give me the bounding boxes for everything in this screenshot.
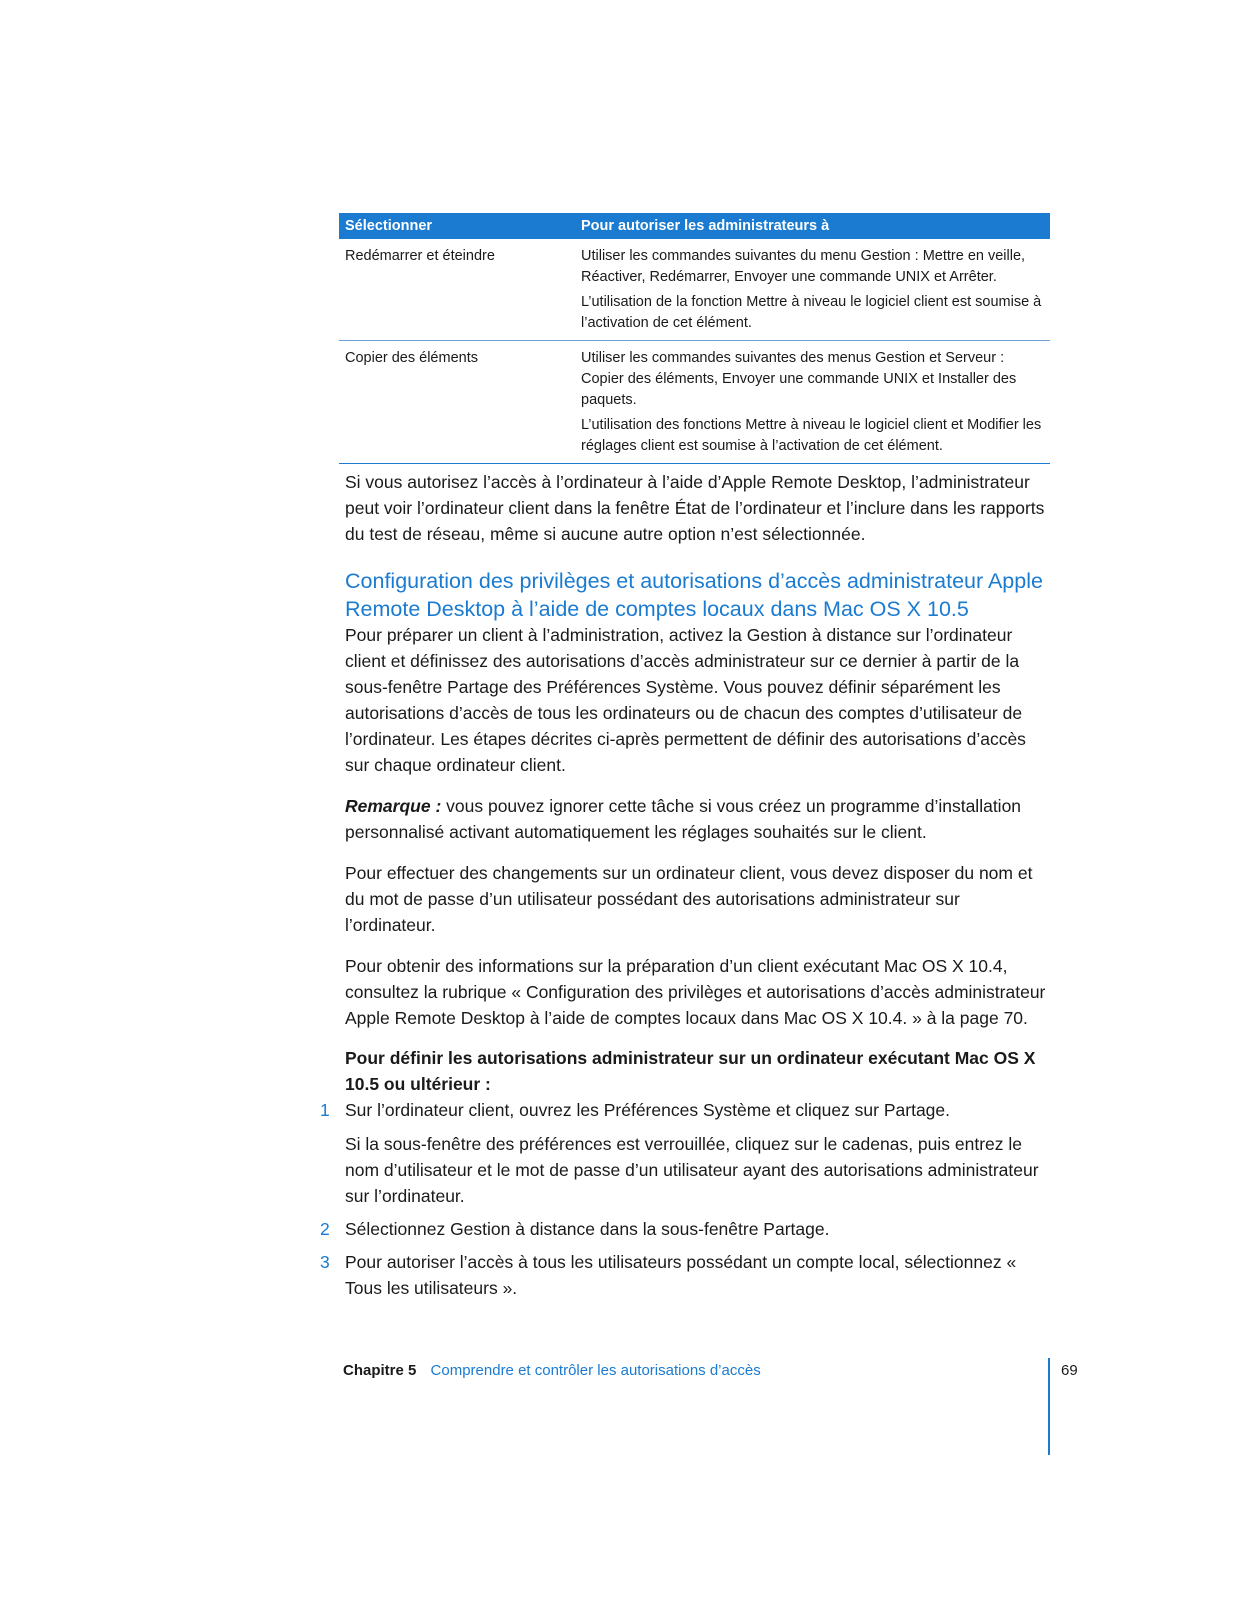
note-block <box>345 793 1050 845</box>
table-header-select: Sélectionner <box>339 213 575 239</box>
intro-paragraph: Si vous autorisez l’accès à l’ordinateur à l’aide d’Apple Remote Desktop, l’administrateur peut voir l’ordinateur client dans la fenêtre État de l’ordinateur et l’inclure dans les rapports du test de réseau, même si aucune autre option n’est sélectionnée. <box>345 472 1045 544</box>
footer-divider <box>1048 1358 1050 1455</box>
paragraph-1: Pour préparer un client à l’administration, activez la Gestion à distance sur l’ordinateur client et définissez des autorisations d’accès administrateur sur ce dernier à partir de la sous-fenêtre Partage des Préférences Système. Vous pouvez définir séparément les autorisations d’accès de tous les ordinateurs ou de chacun des comptes d’utilisateur de l’ordinateur. Les étapes décrites ci-après permettent de définir des autorisations d’accès sur chaque ordinateur client. <box>345 625 1026 775</box>
step-text: Pour autoriser l’accès à tous les utilisateurs possédant un compte local, sélectionnez « Tous les utilisateurs ». <box>345 1252 1017 1298</box>
cell-line: L’utilisation de la fonction Mettre à niveau le logiciel client est soumise à l’activation de cet élément. <box>581 294 1042 331</box>
table-row <box>339 239 1050 341</box>
page-number: 69 <box>1061 1362 1078 1379</box>
note-label: Remarque : <box>345 796 442 816</box>
permissions-table <box>339 213 1050 464</box>
section-heading: Configuration des privilèges et autorisations d’accès administrateur Apple Remote Desktop à l’aide de comptes locaux dans Mac OS X 10.5 <box>345 569 1043 621</box>
paragraph-2: Pour effectuer des changements sur un ordinateur client, vous devez disposer du nom et du mot de passe d’un utilisateur possédant des autorisations administrateur sur l’ordinateur. <box>345 863 1033 935</box>
paragraph-3-block <box>345 953 1050 1031</box>
table-cell-option: Copier des éléments <box>339 341 575 464</box>
cell-line: Utiliser les commandes suivantes des menus Gestion et Serveur : Copier des éléments, Envoyer une commande UNIX et Installer des paquets. <box>581 350 1017 408</box>
step-text: Sélectionnez Gestion à distance dans la sous-fenêtre Partage. <box>345 1219 830 1239</box>
table-cell-description <box>575 239 1050 341</box>
paragraph-1-block <box>345 622 1050 778</box>
step-1-detail: Si la sous-fenêtre des préférences est verrouillée, cliquez sur le cadenas, puis entrez le nom d’utilisateur et le mot de passe d’un utilisateur ayant des autorisations administrateur sur l’ordinateur. <box>345 1134 1039 1206</box>
step-number: 1 <box>320 1100 330 1120</box>
table-row <box>339 341 1050 464</box>
paragraph-2-block <box>345 860 1050 938</box>
chapter-label: Chapitre 5 <box>343 1362 417 1379</box>
table-header-row <box>339 213 1050 239</box>
step-text: Sur l’ordinateur client, ouvrez les Préférences Système et cliquez sur Partage. <box>345 1100 951 1120</box>
cell-line: L’utilisation des fonctions Mettre à niveau le logiciel client et Modifier les réglages client est soumise à l’activation de cet élément. <box>581 417 1042 454</box>
paragraph-3: Pour obtenir des informations sur la préparation d’un client exécutant Mac OS X 10.4, consultez la rubrique « Configuration des privilèges et autorisations d’accès administrateur Apple Remote Desktop à l’aide de comptes locaux dans Mac OS X 10.4. » à la page 70. <box>345 956 1046 1028</box>
footer-chapter <box>343 1362 761 1379</box>
chapter-title: Comprendre et contrôler les autorisations d’accès <box>430 1362 761 1379</box>
table-header-allow: Pour autoriser les administrateurs à <box>575 213 1050 239</box>
step-number: 3 <box>320 1252 330 1272</box>
note-text: vous pouvez ignorer cette tâche si vous créez un programme d’installation personnalisé activant automatiquement les réglages souhaités sur le client. <box>345 796 1022 842</box>
cell-line: Utiliser les commandes suivantes du menu Gestion : Mettre en veille, Réactiver, Redémarrer, Envoyer une commande UNIX et Arrêter. <box>581 248 1026 285</box>
procedure-title: Pour définir les autorisations administrateur sur un ordinateur exécutant Mac OS X 10.5 ou ultérieur : <box>345 1048 1036 1094</box>
procedure-title-block <box>345 1045 1050 1097</box>
section-heading-block <box>345 567 1050 623</box>
step-number: 2 <box>320 1219 330 1239</box>
intro-paragraph-block <box>345 469 1050 547</box>
step-1-detail-block <box>345 1131 1050 1209</box>
note-paragraph <box>345 793 1050 845</box>
table-cell-option: Redémarrer et éteindre <box>339 239 575 341</box>
table-cell-description <box>575 341 1050 464</box>
